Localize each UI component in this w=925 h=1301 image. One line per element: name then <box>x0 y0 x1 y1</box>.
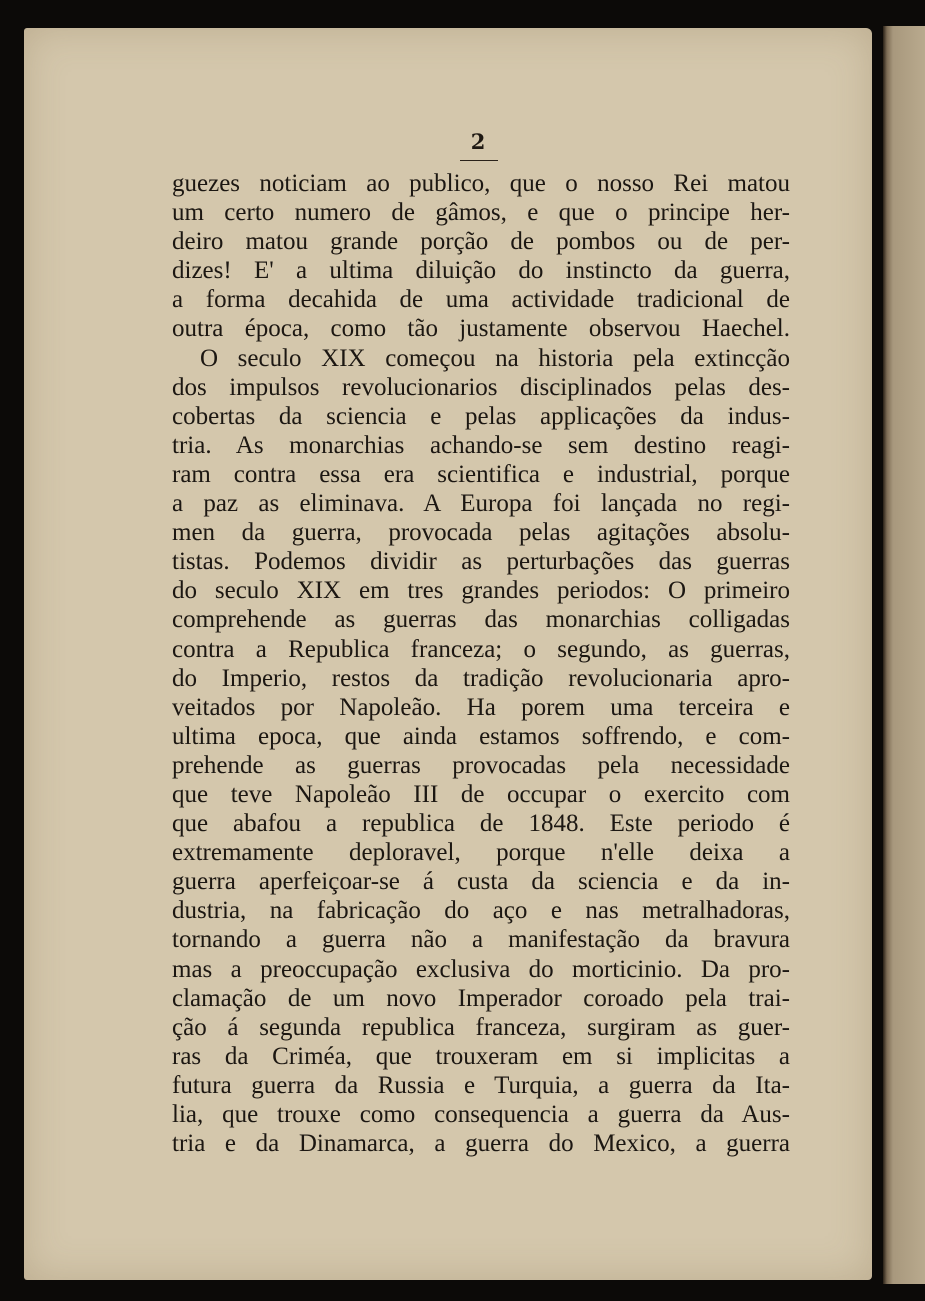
text-line: ram contra essa era scientifica e industrial, porque <box>172 460 790 488</box>
text-line: ultima epoca, que ainda estamos soffrendo, e com- <box>172 722 790 750</box>
text-line: tistas. Podemos dividir as perturbações das guerras <box>172 548 790 576</box>
text-line: O seculo XIX começou na historia pela extincção <box>200 344 790 372</box>
text-line: guerra aperfeiçoar-se á custa da sciencia e da in- <box>172 868 790 896</box>
text-line: do seculo XIX em tres grandes periodos: O primeiro <box>172 577 790 605</box>
text-line: lia, que trouxe como consequencia a guerra da Aus- <box>172 1101 790 1128</box>
text-line: cobertas da sciencia e pelas applicações da indus- <box>172 402 790 430</box>
text-line: um certo numero de gâmos, e que o principe her- <box>172 199 790 227</box>
text-line: outra época, como tão justamente observou Haechel. <box>172 315 790 343</box>
text-line: comprehende as guerras das monarchias colligadas <box>172 606 790 634</box>
text-line: a paz as eliminava. A Europa foi lançada no regi- <box>172 490 790 518</box>
text-line: veitados por Napoleão. Ha porem uma terceira e <box>172 693 790 721</box>
body-text <box>172 169 790 1158</box>
text-line: extremamente deploravel, porque n'elle deixa a <box>172 839 790 867</box>
text-line: ras da Criméa, que trouxeram em si implicitas a <box>172 1042 790 1070</box>
text-line: que teve Napoleão III de occupar o exercito com <box>172 780 790 808</box>
text-line: futura guerra da Russia e Turquia, a guerra da Ita- <box>172 1071 790 1099</box>
text-line: prehende as guerras provocadas pela necessidade <box>172 751 790 779</box>
text-line: dizes! E' a ultima diluição do instincto da guerra, <box>172 257 790 285</box>
page-number: 2 <box>470 129 486 154</box>
text-line: clamação de um novo Imperador coroado pela trai- <box>172 984 790 1012</box>
text-line: mas a preoccupação exclusiva do morticinio. Da pro- <box>172 955 790 983</box>
next-page-edge <box>883 26 925 1284</box>
text-line: deiro matou grande porção de pombos ou de per- <box>172 228 790 256</box>
text-line: dustria, na fabricação do aço e nas metralhadoras, <box>172 897 790 925</box>
text-line: men da guerra, provocada pelas agitações absolu- <box>172 519 790 547</box>
text-line: guezes noticiam ao publico, que o nosso Rei matou <box>172 170 790 197</box>
text-line: tornando a guerra não a manifestação da bravura <box>172 926 790 954</box>
text-line: contra a Republica franceza; o segundo, as guerras, <box>172 635 790 663</box>
text-line: do Imperio, restos da tradição revolucionaria apro- <box>172 664 790 692</box>
text-line: que abafou a republica de 1848. Este periodo é <box>172 810 790 838</box>
text-line: tria. As monarchias achando-se sem destino reagi- <box>172 431 790 459</box>
text-line: dos impulsos revolucionarios disciplinados pelas des- <box>172 373 790 401</box>
text-line: ção á segunda republica franceza, surgiram as guer- <box>172 1013 790 1041</box>
page-number-rule <box>460 160 498 161</box>
text-line: a forma decahida de uma actividade tradicional de <box>172 286 790 314</box>
text-line: tria e da Dinamarca, a guerra do Mexico, a guerra <box>172 1130 790 1158</box>
